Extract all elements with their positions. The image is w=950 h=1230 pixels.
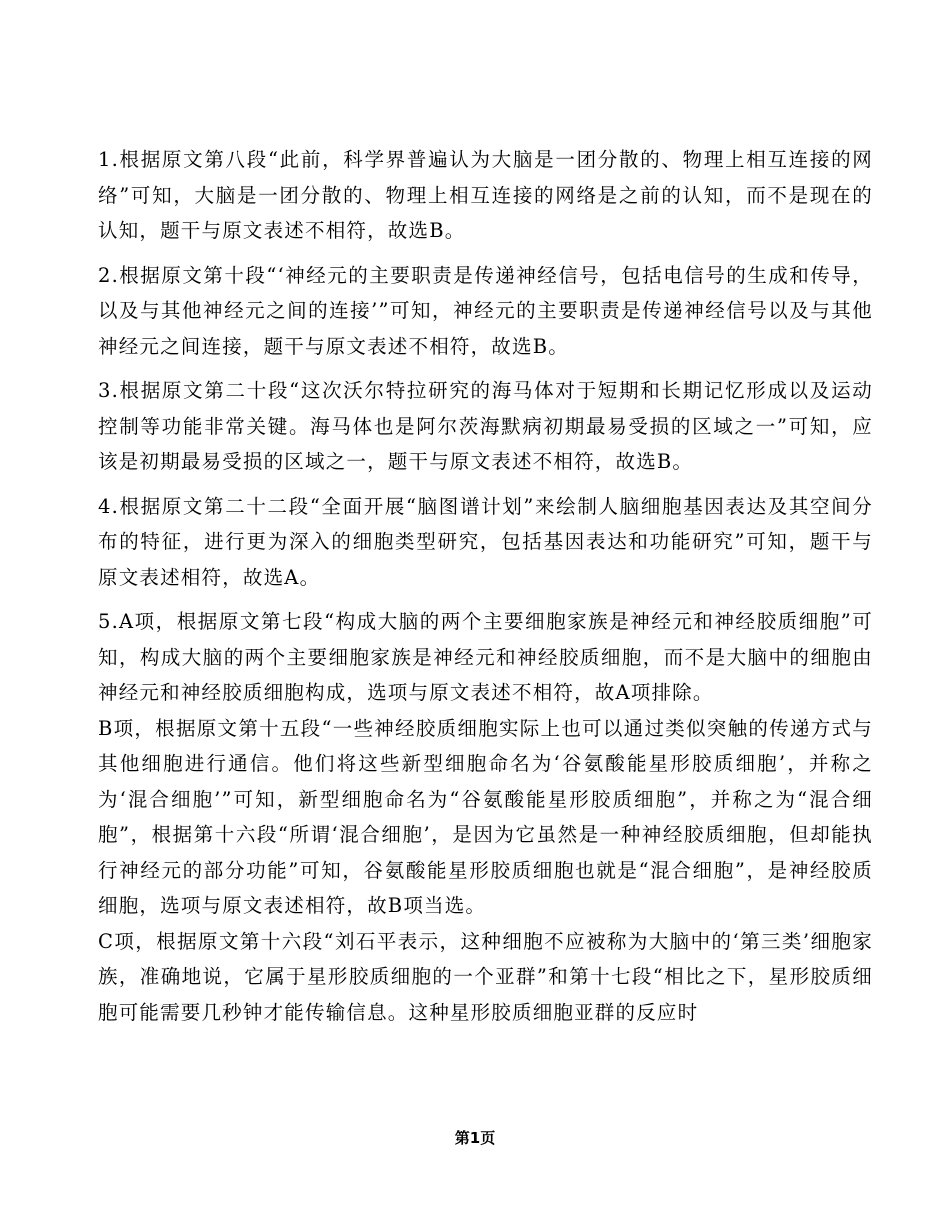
page-number: 第1页 (454, 1129, 496, 1147)
answer-paragraph-5c: C项，根据原文第十六段“刘石平表示，这种细胞不应被称为大脑中的‘第三类’细胞家族，准确地说，它属于星形胶质细胞的一个亚群”和第十七段“相比之下，星形胶质细胞可能需要几秒钟才能传输信息。这种星形胶质细胞亚群的反应时 (98, 929, 873, 1024)
answer-paragraph-1: 1.根据原文第八段“此前，科学界普遍认为大脑是一团分散的、物理上相互连接的网络”可知，大脑是一团分散的、物理上相互连接的网络是之前的认知，而不是现在的认知，题干与原文表述不相符，故选B。 (98, 148, 873, 242)
answer-paragraph-5a: 5.A项，根据原文第七段“构成大脑的两个主要细胞家族是神经元和神经胶质细胞”可知，构成大脑的两个主要细胞家族是神经元和神经胶质细胞，而不是大脑中的细胞由神经元和神经胶质细胞构成，选项与原文表述不相符，故A项排除。 (98, 610, 873, 704)
answer-paragraph-3: 3.根据原文第二十段“这次沃尔特拉研究的海马体对于短期和长期记忆形成以及运动控制等功能非常关键。海马体也是阿尔茨海默病初期最易受损的区域之一”可知，应该是初期最易受损的区域之一，题干与原文表述不相符，故选B。 (98, 379, 873, 473)
answer-paragraph-4: 4.根据原文第二十二段“全面开展“脑图谱计划”来绘制人脑细胞基因表达及其空间分布的特征，进行更为深入的细胞类型研究，包括基因表达和功能研究”可知，题干与原文表述相符，故选A。 (98, 494, 873, 589)
document-body (98, 142, 873, 1030)
answer-paragraph-5b: B项，根据原文第十五段“一些神经胶质细胞实际上也可以通过类似突触的传递方式与其他细胞进行通信。他们将这些新型细胞命名为‘谷氨酸能星形胶质细胞’，并称之为‘混合细胞’”可知，新型细胞命名为“谷氨酸能星形胶质细胞”，并称之为“混合细胞”，根据第十六段“所谓‘混合细胞’，是因为它虽然是一种神经胶质细胞，但却能执行神经元的部分功能”可知，谷氨酸能星形胶质细胞也就是“混合细胞”，是神经胶质细胞，选项与原文表述相符，故B项当选。 (98, 716, 873, 917)
answer-paragraph-2: 2.根据原文第十段“‘神经元的主要职责是传递神经信号，包括电信号的生成和传导，以及与其他神经元之间的连接’”可知，神经元的主要职责是传递神经信号以及与其他神经元之间连接，题干与原文表述不相符，故选B。 (98, 263, 873, 358)
